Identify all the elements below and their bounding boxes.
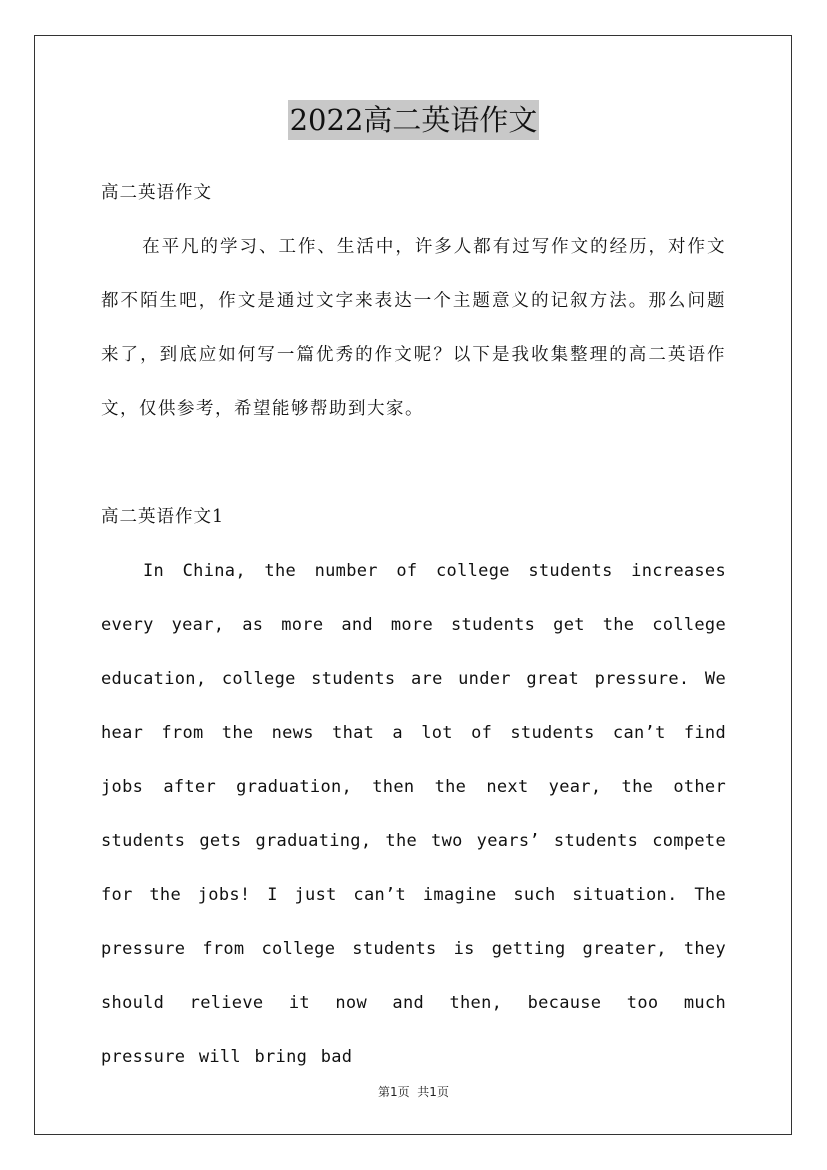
title-container <box>0 100 827 140</box>
section1-heading: 高二英语作文1 <box>101 507 225 527</box>
intro-paragraph: 在平凡的学习、工作、生活中，许多人都有过写作文的经历，对作文都不陌生吧，作文是通过文字来表达一个主题意义的记叙方法。那么问题来了，到底应如何写一篇优秀的作文呢？以下是我收集整理的高二英语作文，仅供参考，希望能够帮助到大家。 <box>101 237 726 419</box>
section-spacer <box>101 436 726 490</box>
document-body <box>101 166 726 1084</box>
intro-heading: 高二英语作文 <box>101 183 212 203</box>
page-footer: 第1页 共1页 <box>378 1085 449 1099</box>
document-title: 2022高二英语作文 <box>288 100 540 140</box>
section1-paragraph: In China, the number of college students increases every year, as more and more students get the college education, college students are under great pressure. We hear from the news that a lot of students can’t find jobs after graduation, then the next year, the other students gets graduating, the two years’ students compete for the jobs! I just can’t imagine such situation. The pressure from college students is getting greater, they should relieve it now and then, because too much pressure will bring bad <box>101 561 726 1067</box>
